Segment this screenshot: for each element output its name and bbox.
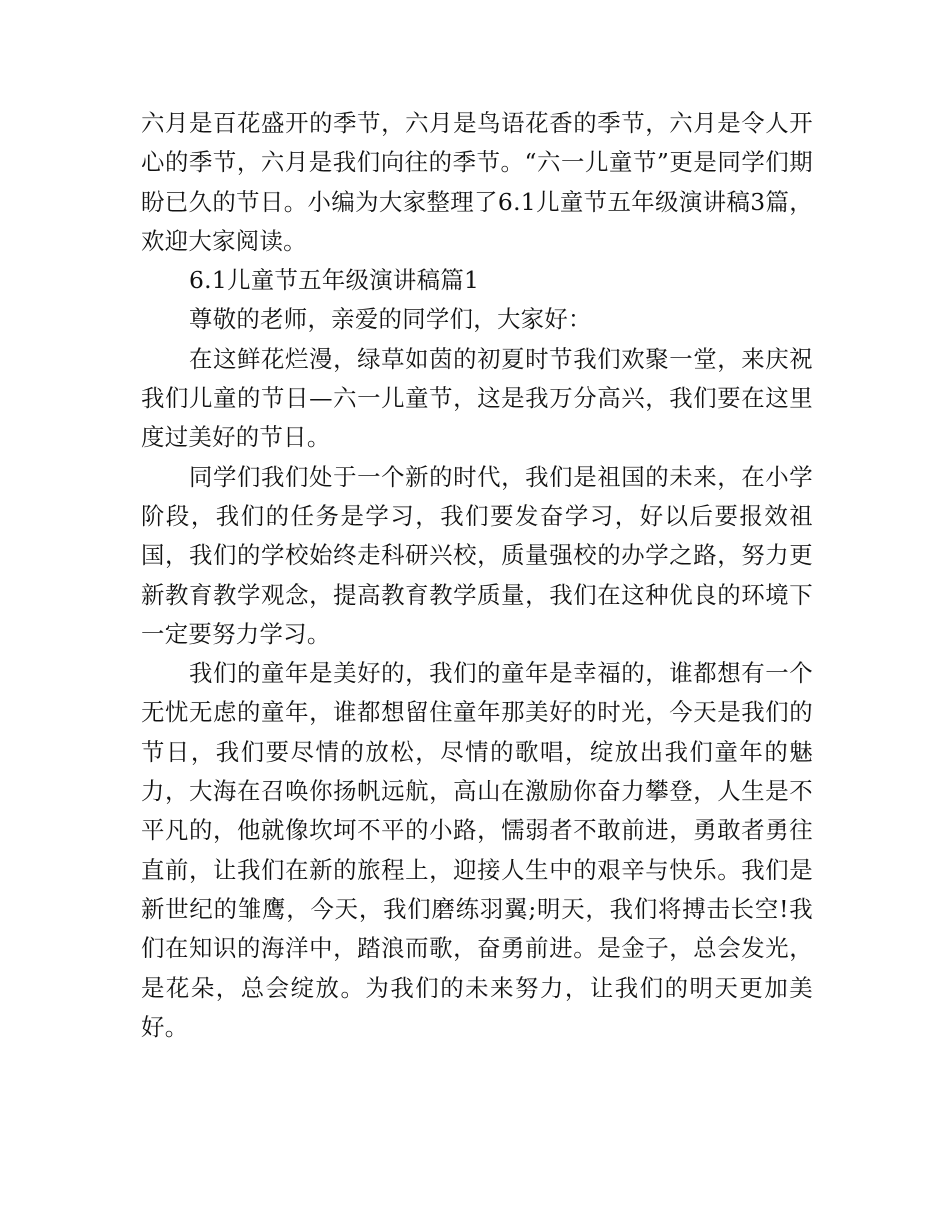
body-paragraph: 我们的童年是美好的，我们的童年是幸福的，谁都想有一个无忧无虑的童年，谁都想留住童年那美好的时光，今天是我们的节日，我们要尽情的放松，尽情的歌唱，绽放出我们童年的魅力，大海在召唤你扬帆远航，高山在激励你奋力攀登，人生是不平凡的，他就像坎坷不平的小路，懦弱者不敢前进，勇敢者勇往直前，让我们在新的旅程上，迎接人生中的艰辛与快乐。我们是新世纪的雏鹰，今天，我们磨练羽翼;明天，我们将搏击长空!我们在知识的海洋中，踏浪而歌，奋勇前进。是金子，总会发光，是花朵，总会绽放。为我们的未来努力，让我们的明天更加美好。 xyxy=(141,659,813,1041)
document-body xyxy=(141,104,813,1047)
body-paragraph: 同学们我们处于一个新的时代，我们是祖国的未来，在小学阶段，我们的任务是学习，我们要发奋学习，好以后要报效祖国，我们的学校始终走科研兴校，质量强校的办学之路，努力更新教育教学观念，提高教育教学质量，我们在这种优良的环境下一定要努力学习。 xyxy=(141,462,813,648)
body-paragraph: 在这鲜花烂漫，绿草如茵的初夏时节我们欢聚一堂，来庆祝我们儿童的节日—六一儿童节，这是我万分高兴，我们要在这里度过美好的节日。 xyxy=(141,344,813,452)
section-heading: 6.1儿童节五年级演讲稿篇1 xyxy=(189,266,480,295)
greeting-paragraph: 尊敬的老师，亲爱的同学们，大家好： xyxy=(189,305,592,334)
intro-paragraph: 六月是百花盛开的季节，六月是鸟语花香的季节，六月是令人开心的季节，六月是我们向往的季节。“六一儿童节”更是同学们期盼已久的节日。小编为大家整理了6.1儿童节五年级演讲稿3篇，欢迎大家阅读。 xyxy=(141,109,813,255)
